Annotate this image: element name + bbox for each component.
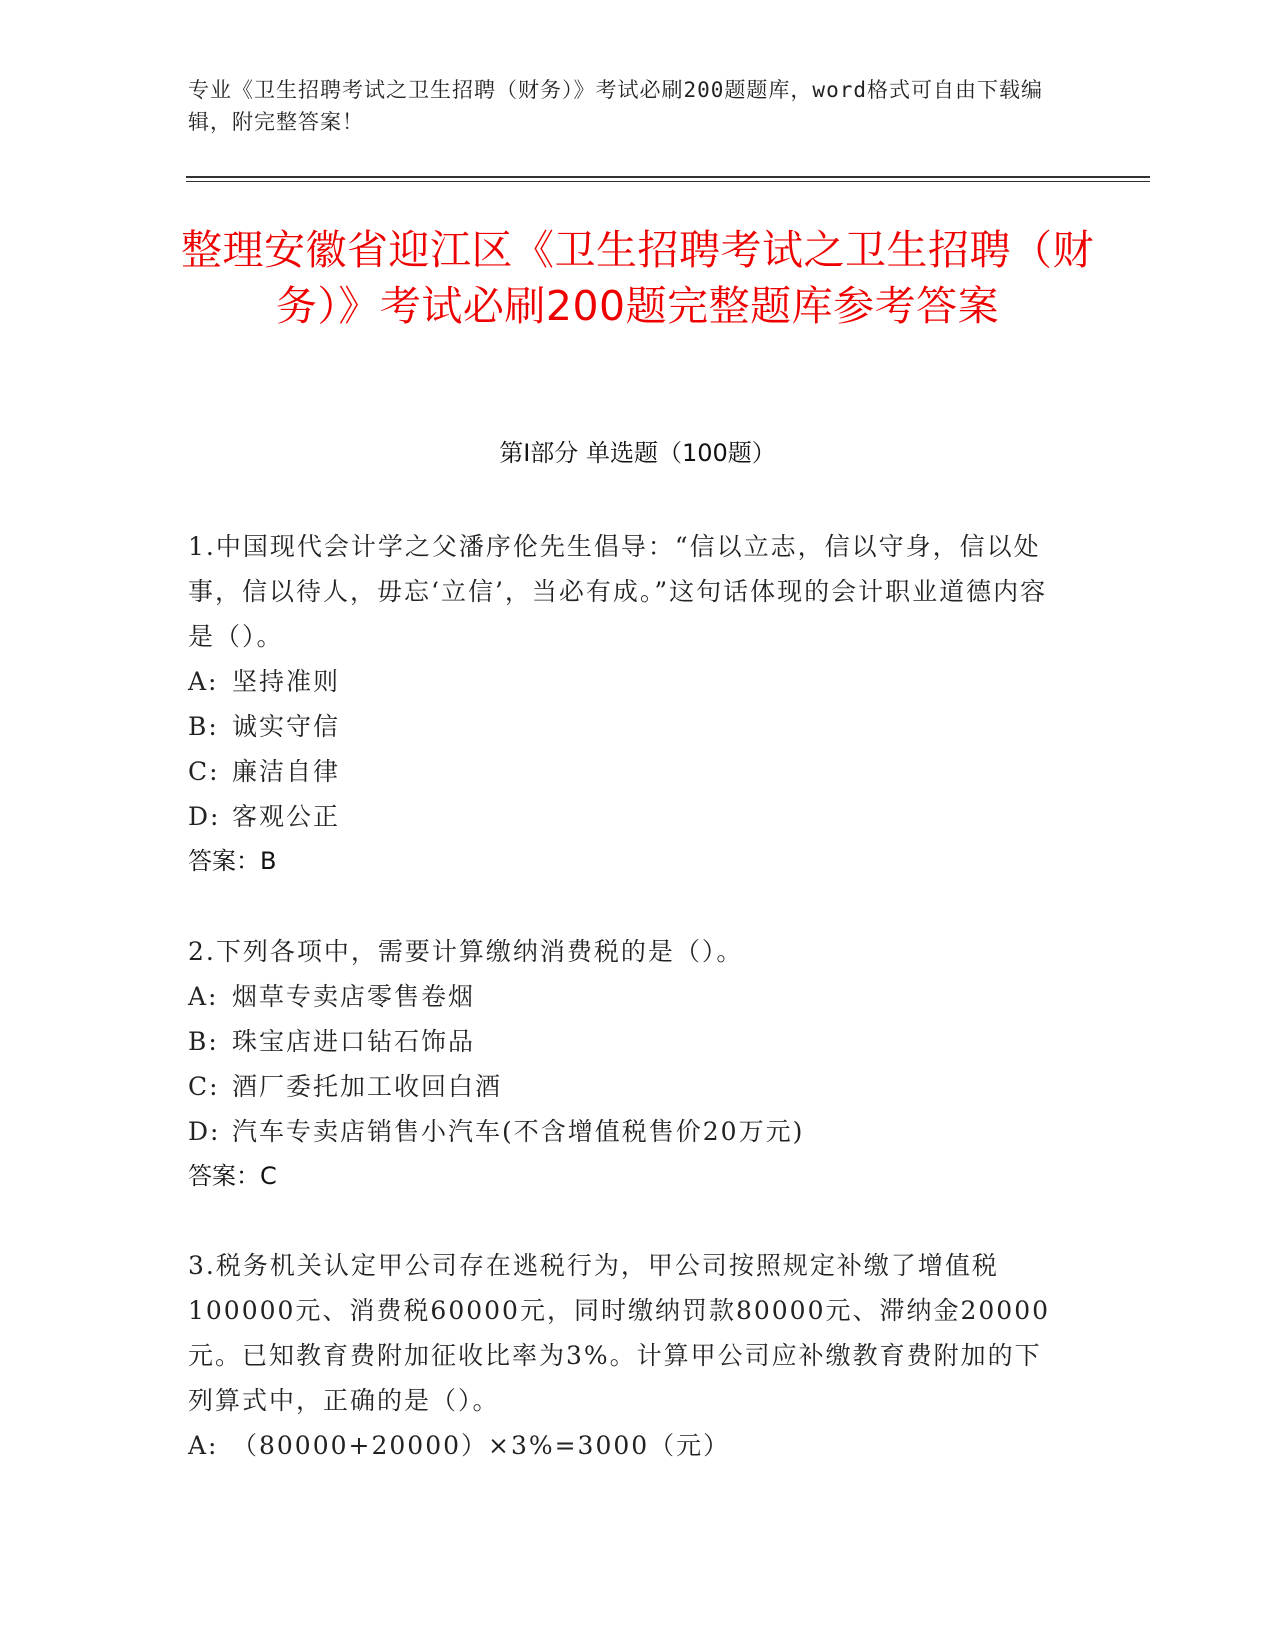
option-b	[188, 1019, 1068, 1064]
option-d	[188, 1109, 1068, 1154]
option-b	[188, 704, 1068, 749]
option-letter: D:	[188, 1117, 221, 1146]
header-divider-thick	[186, 176, 1150, 178]
option-c	[188, 1064, 1068, 1109]
option-text: 珠宝店进口钻石饰品	[232, 1027, 476, 1056]
document-title: 整理安徽省迎江区《卫生招聘考试之卫生招聘（财务）》考试必刷200题完整题库参考答案	[181, 226, 1094, 330]
option-letter: B:	[188, 712, 219, 741]
answer-line: 答案：C	[188, 1162, 277, 1190]
question-2	[188, 929, 1068, 1199]
question-3	[188, 1243, 1068, 1468]
option-letter: A:	[188, 667, 219, 696]
option-text: （80000+20000）×3%=3000（元）	[232, 1431, 731, 1460]
header-divider-thin	[186, 181, 1150, 182]
option-d	[188, 794, 1068, 839]
option-letter: B:	[188, 1027, 219, 1056]
answer-line: 答案：B	[188, 847, 277, 875]
option-text: 廉洁自律	[232, 757, 341, 786]
option-text: 坚持准则	[232, 667, 341, 696]
question-stem: 3.税务机关认定甲公司存在逃税行为，甲公司按照规定补缴了增值税100000元、消费税60000元，同时缴纳罚款80000元、滞纳金20000元。已知教育费附加征收比率为3%。计算甲公司应补缴教育费附加的下列算式中，正确的是（）。	[188, 1251, 1051, 1415]
option-letter: A:	[188, 982, 219, 1011]
option-a	[188, 659, 1068, 704]
option-text: 诚实守信	[232, 712, 341, 741]
option-text: 客观公正	[232, 802, 341, 831]
question-1	[188, 524, 1068, 884]
option-a	[188, 974, 1068, 1019]
option-letter: C:	[188, 1072, 220, 1101]
question-stem: 2.下列各项中，需要计算缴纳消费税的是（）。	[188, 937, 744, 966]
header-note: 专业《卫生招聘考试之卫生招聘（财务）》考试必刷200题题库，word格式可自由下载编辑，附完整答案！	[188, 78, 1043, 134]
option-letter: A:	[188, 1431, 219, 1460]
option-a	[188, 1423, 1068, 1468]
option-letter: C:	[188, 757, 220, 786]
section-heading: 第I部分 单选题（100题）	[499, 439, 776, 467]
option-text: 烟草专卖店零售卷烟	[232, 982, 476, 1011]
option-c	[188, 749, 1068, 794]
option-text: 汽车专卖店销售小汽车(不含增值税售价20万元)	[232, 1117, 805, 1146]
question-stem: 1.中国现代会计学之父潘序伦先生倡导：“信以立志，信以守身，信以处事，信以待人，毋忘‘立信’，当必有成。”这句话体现的会计职业道德内容是（）。	[188, 532, 1048, 651]
option-letter: D:	[188, 802, 221, 831]
option-text: 酒厂委托加工收回白酒	[232, 1072, 503, 1101]
